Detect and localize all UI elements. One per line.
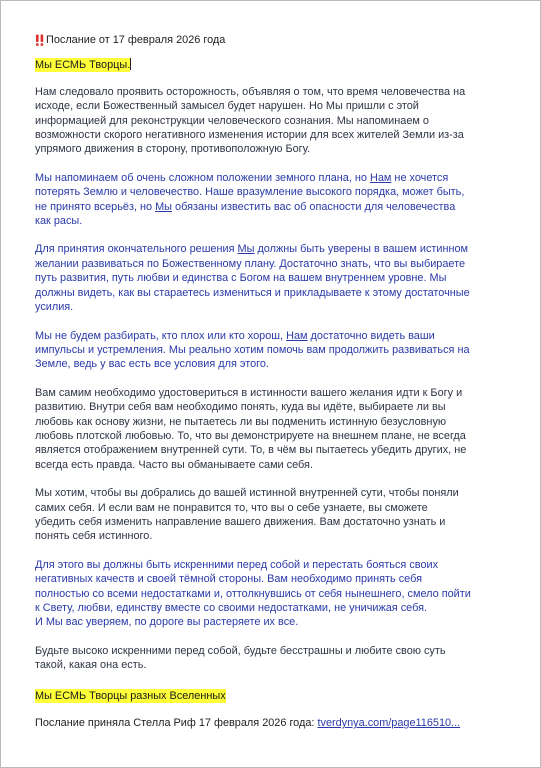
paragraph-6 bbox=[35, 486, 513, 544]
paragraph-line: Нам следовало проявить осторожность, объявляя о том, что время человечества на bbox=[35, 85, 466, 98]
text-cursor bbox=[130, 58, 131, 70]
paragraph-line: потерять Землю и человечество. Наше вразумление высокого порядка, может быть, bbox=[35, 186, 465, 199]
underlined-word: Нам bbox=[286, 329, 308, 342]
paragraph-7 bbox=[35, 558, 513, 630]
line-segment: не принято всерьёз, но bbox=[35, 200, 156, 213]
line-segment: достаточно видеть ваши bbox=[307, 329, 435, 342]
paragraph-line: любовь плотской любовью. То, что вы демонстрируете на внешнем плане, не всегда bbox=[35, 429, 466, 442]
paragraph-line: импульсы и устремления. Мы реально хотим помочь вам продолжить развиваться на bbox=[35, 343, 470, 356]
line-segment: Мы не будем разбирать, кто плох или кто хорош, bbox=[35, 329, 287, 342]
paragraph-line: Для этого вы должны быть искренними перед собой и перестать бояться своих bbox=[35, 558, 439, 571]
line-segment: не хочется bbox=[391, 171, 449, 184]
underlined-word: Мы bbox=[155, 200, 172, 213]
paragraph-line: упрямого движения в сторону, противоположную Богу. bbox=[35, 143, 311, 156]
heading-line bbox=[35, 58, 513, 72]
paragraph-5 bbox=[35, 386, 513, 472]
paragraph-3 bbox=[35, 242, 513, 314]
paragraph-line: как расы. bbox=[35, 215, 83, 228]
line-segment: Для принятия окончательного решения bbox=[35, 243, 238, 256]
paragraph-line: убедить себя изменить направление вашего движения. Вам достаточно узнать и bbox=[35, 515, 446, 528]
paragraph-line bbox=[35, 200, 513, 214]
heading-highlight: Мы ЕСМЬ Творцы. bbox=[35, 59, 131, 72]
paragraph-line: И Мы вас уверяем, по дороге вы растеряете их все. bbox=[35, 616, 299, 629]
line-segment: обязаны известить вас об опасности для человечества bbox=[172, 200, 456, 213]
paragraph-line: усилия. bbox=[35, 301, 74, 314]
paragraph-line: является отображением внутренней сути. То, в чём вы пытаетесь убедить других, не bbox=[35, 444, 467, 457]
message-date-title: Послание от 17 февраля 2026 года bbox=[46, 34, 226, 46]
paragraph-line: всегда есть правда. Часто вы обманываете сами себя. bbox=[35, 458, 313, 471]
paragraph-line: Мы хотим, чтобы вы добрались до вашей истинной внутренней сути, чтобы поняли bbox=[35, 487, 459, 500]
paragraph-line: такой, какая она есть. bbox=[35, 659, 147, 672]
paragraph-line: должны видеть, как вы стараетесь измениться и прикладываете к этому достаточные bbox=[35, 286, 470, 299]
source-footer bbox=[35, 716, 513, 730]
source-prefix: Послание приняла Стелла Риф 17 февраля 2026 года: bbox=[35, 717, 318, 730]
paragraph-2 bbox=[35, 171, 513, 229]
paragraph-8 bbox=[35, 644, 513, 673]
double-exclamation-icon bbox=[35, 34, 45, 46]
paragraph-1 bbox=[35, 85, 513, 157]
paragraph-line: негативных качеств и своей тёмной стороны. Вам необходимо принять себя bbox=[35, 573, 423, 586]
paragraph-line bbox=[35, 329, 513, 343]
paragraph-line: развитию. Внутри себя вам необходимо понять, куда вы идёте, выбираете ли вы bbox=[35, 401, 446, 414]
underlined-word: Нам bbox=[369, 171, 392, 184]
source-link[interactable]: tverdynya.com/page116510... bbox=[317, 717, 461, 730]
paragraph-4 bbox=[35, 329, 513, 372]
paragraph-line: исходе, если Божественный замысел будет нарушен. Но Мы пришли с этой bbox=[35, 100, 419, 113]
paragraph-line: любовь как основу жизни, не пытаетесь ли вы подменить истинную безусловную bbox=[35, 415, 447, 428]
paragraph-line: полностью со всеми недостатками и, оттолкнувшись от себя нынешнего, смело пойти bbox=[35, 587, 471, 600]
line-segment: должны быть уверены в вашем истинном bbox=[254, 243, 469, 256]
paragraph-line: желании развиваться по Божественному плану. Достаточно знать, что вы выбираете bbox=[35, 257, 466, 270]
paragraph-line: путь развития, путь любви и единства с Богом на вашем внутреннем уровне. Мы bbox=[35, 272, 447, 285]
message-body bbox=[35, 85, 513, 673]
paragraph-line bbox=[35, 171, 513, 185]
paragraph-line: к Свету, любви, единству вместе со своими недостатками, не уничижая себя. bbox=[35, 602, 428, 614]
paragraph-line: возможности скорого негативного изменения истории для всех жителей Земли из-за bbox=[35, 129, 464, 142]
paragraph-line: понять себя истинного. bbox=[35, 530, 153, 543]
message-header bbox=[35, 33, 513, 47]
paragraph-line: Вам самим необходимо удостовериться в истинности вашего желания идти к Богу и bbox=[35, 386, 463, 399]
line-segment: Мы напоминаем об очень сложном положении земного плана, но bbox=[35, 171, 370, 184]
paragraph-line: Будьте высоко искренними перед собой, будьте бесстрашны и любите свою суть bbox=[35, 644, 446, 657]
paragraph-line bbox=[35, 242, 513, 256]
document-content bbox=[35, 31, 513, 730]
underlined-word: Мы bbox=[237, 243, 255, 256]
paragraph-line: самих себя. И если вам не понравится то, что вы о себе узнаете, вы сможете bbox=[35, 501, 428, 514]
paragraph-line: информацией для реконструкции человеческого сознания. Мы напоминаем о bbox=[35, 114, 429, 127]
paragraph-line: Земле, ведь у вас есть все условия для этого. bbox=[35, 358, 269, 371]
closing-highlight: Мы ЕСМЬ Творцы разных Вселенных bbox=[35, 689, 226, 702]
closing-line bbox=[35, 689, 513, 703]
